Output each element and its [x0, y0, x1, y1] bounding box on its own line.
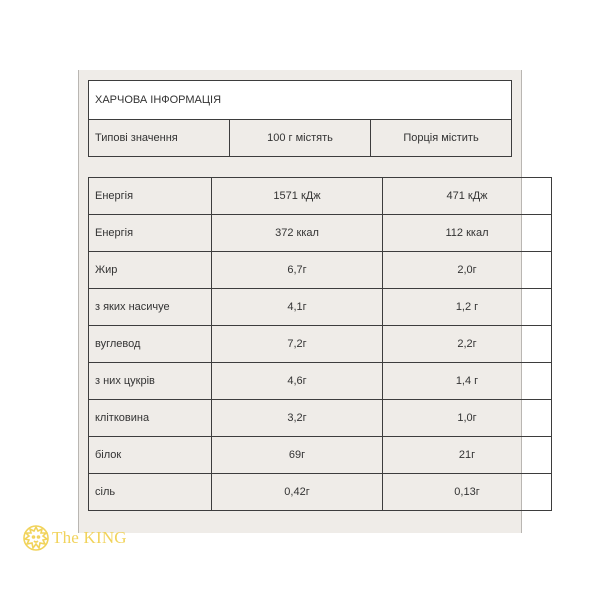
row-per-portion: 471 кДж: [383, 178, 552, 215]
table-row: [89, 215, 552, 252]
row-per-portion: 112 ккал: [383, 215, 552, 252]
row-per-100g: 7,2г: [212, 326, 383, 363]
table-row: [89, 400, 552, 437]
header-typical-values: Типові значення: [89, 120, 230, 157]
row-per-portion: 1,0г: [383, 400, 552, 437]
row-per-100g: 0,42г: [212, 474, 383, 511]
table-title: ХАРЧОВА ІНФОРМАЦІЯ: [89, 81, 512, 120]
row-label: з них цукрів: [89, 363, 212, 400]
row-per-portion: 2,2г: [383, 326, 552, 363]
row-label: Жир: [89, 252, 212, 289]
table-row: [89, 326, 552, 363]
row-per-100g: 3,2г: [212, 400, 383, 437]
row-per-portion: 0,13г: [383, 474, 552, 511]
table-row: [89, 289, 552, 326]
table-row: [89, 474, 552, 511]
table-row: [89, 252, 552, 289]
row-per-100g: 1571 кДж: [212, 178, 383, 215]
row-label: сіль: [89, 474, 212, 511]
row-per-portion: 1,2 г: [383, 289, 552, 326]
row-label: клітковина: [89, 400, 212, 437]
row-per-100g: 69г: [212, 437, 383, 474]
row-per-100g: 372 ккал: [212, 215, 383, 252]
row-label: вуглевод: [89, 326, 212, 363]
table-row: [89, 178, 552, 215]
row-label: Енергія: [89, 215, 212, 252]
row-per-portion: 21г: [383, 437, 552, 474]
nutrition-header-table: [88, 80, 512, 157]
nutrition-values-table: [88, 177, 552, 511]
row-per-100g: 4,6г: [212, 363, 383, 400]
header-row: [89, 120, 512, 157]
watermark-text: The KING: [52, 528, 127, 547]
row-label: білок: [89, 437, 212, 474]
row-per-100g: 4,1г: [212, 289, 383, 326]
row-label: з яких насичуе: [89, 289, 212, 326]
row-per-100g: 6,7г: [212, 252, 383, 289]
row-label: Енергія: [89, 178, 212, 215]
row-per-portion: 2,0г: [383, 252, 552, 289]
table-row: [89, 437, 552, 474]
header-per-portion: Порція містить: [371, 120, 512, 157]
lion-head-icon: [22, 524, 50, 552]
watermark-logo: [22, 524, 127, 552]
table-row: [89, 363, 552, 400]
header-per-100g: 100 г містять: [230, 120, 371, 157]
row-per-portion: 1,4 г: [383, 363, 552, 400]
